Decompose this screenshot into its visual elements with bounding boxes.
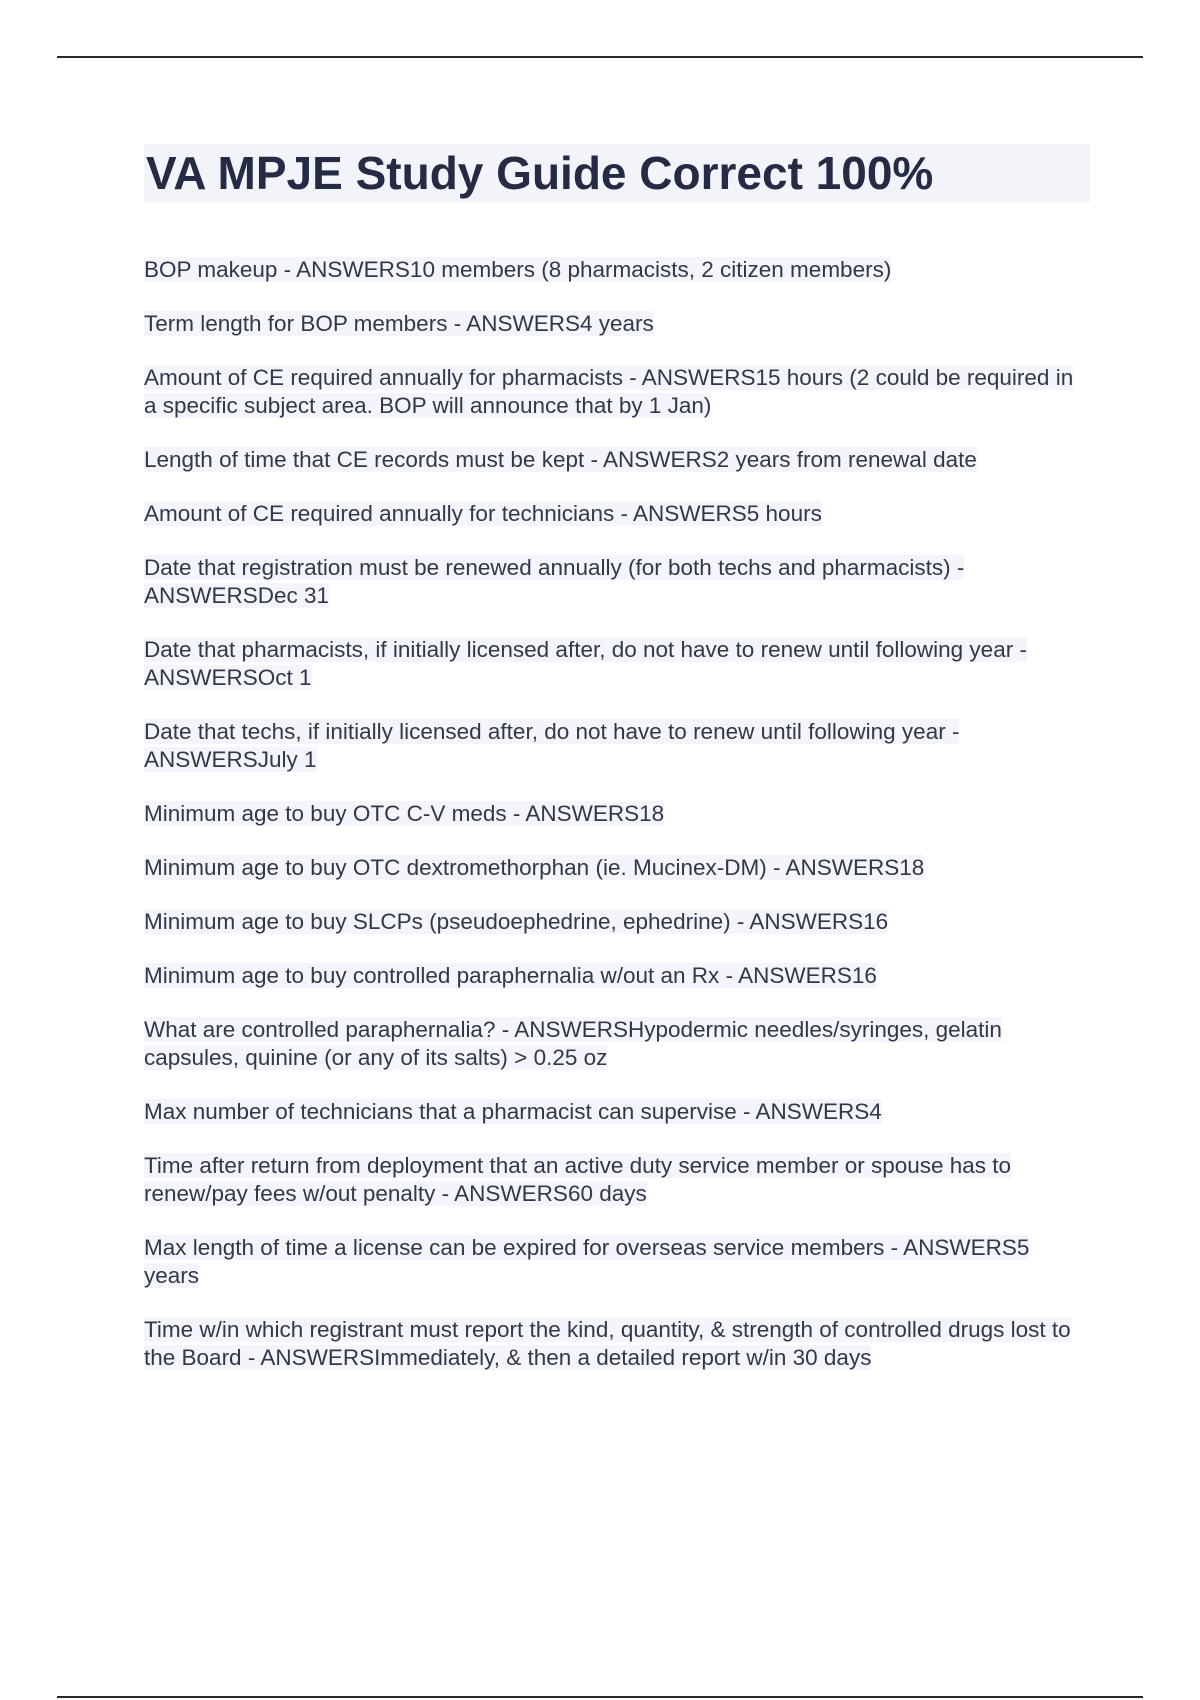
qa-text: Date that pharmacists, if initially licensed after, do not have to renew until following year - ANSWERSOct 1 (144, 637, 1027, 690)
qa-item (144, 310, 1090, 338)
qa-text: Time after return from deployment that an active duty service member or spouse has to renew/pay fees w/out penalty - ANSWERS60 days (144, 1153, 1012, 1206)
qa-text: Minimum age to buy SLCPs (pseudoephedrine, ephedrine) - ANSWERS16 (144, 909, 889, 934)
qa-item (144, 1316, 1090, 1372)
qa-text: Amount of CE required annually for technicians - ANSWERS5 hours (144, 501, 822, 526)
bottom-rule (57, 1696, 1143, 1698)
qa-text: Term length for BOP members - ANSWERS4 years (144, 311, 654, 336)
qa-text: What are controlled paraphernalia? - ANSWERSHypodermic needles/syringes, gelatin capsules, quinine (or any of its salts) > 0.25 oz (144, 1017, 1002, 1070)
qa-text: Amount of CE required annually for pharmacists - ANSWERS15 hours (2 could be required in a specific subject area. BOP will announce that by 1 Jan) (144, 365, 1074, 418)
qa-item (144, 718, 1090, 774)
qa-item (144, 800, 1090, 828)
document-body (144, 144, 1090, 1398)
qa-item (144, 854, 1090, 882)
qa-text: BOP makeup - ANSWERS10 members (8 pharmacists, 2 citizen members) (144, 257, 892, 282)
qa-item (144, 364, 1090, 420)
qa-item (144, 962, 1090, 990)
qa-text: Max number of technicians that a pharmacist can supervise - ANSWERS4 (144, 1099, 882, 1124)
qa-item (144, 908, 1090, 936)
top-rule (57, 56, 1143, 58)
qa-text: Time w/in which registrant must report the kind, quantity, & strength of controlled drugs lost to the Board - ANSWERSImmediately, & then a detailed report w/in 30 days (144, 1317, 1071, 1370)
qa-item (144, 636, 1090, 692)
qa-item (144, 256, 1090, 284)
qa-list (144, 256, 1090, 1372)
qa-text: Max length of time a license can be expired for overseas service members - ANSWERS5 years (144, 1235, 1030, 1288)
qa-item (144, 1016, 1090, 1072)
qa-text: Minimum age to buy controlled paraphernalia w/out an Rx - ANSWERS16 (144, 963, 877, 988)
qa-item (144, 554, 1090, 610)
qa-item (144, 1234, 1090, 1290)
document-title: VA MPJE Study Guide Correct 100% (144, 144, 1090, 202)
qa-text: Date that techs, if initially licensed after, do not have to renew until following year - ANSWERSJuly 1 (144, 719, 960, 772)
qa-text: Minimum age to buy OTC C-V meds - ANSWERS18 (144, 801, 665, 826)
qa-item (144, 500, 1090, 528)
qa-text: Length of time that CE records must be kept - ANSWERS2 years from renewal date (144, 447, 977, 472)
qa-text: Date that registration must be renewed annually (for both techs and pharmacists) - ANSWERSDec 31 (144, 555, 965, 608)
qa-item (144, 1098, 1090, 1126)
qa-item (144, 1152, 1090, 1208)
qa-text: Minimum age to buy OTC dextromethorphan (ie. Mucinex-DM) - ANSWERS18 (144, 855, 925, 880)
qa-item (144, 446, 1090, 474)
